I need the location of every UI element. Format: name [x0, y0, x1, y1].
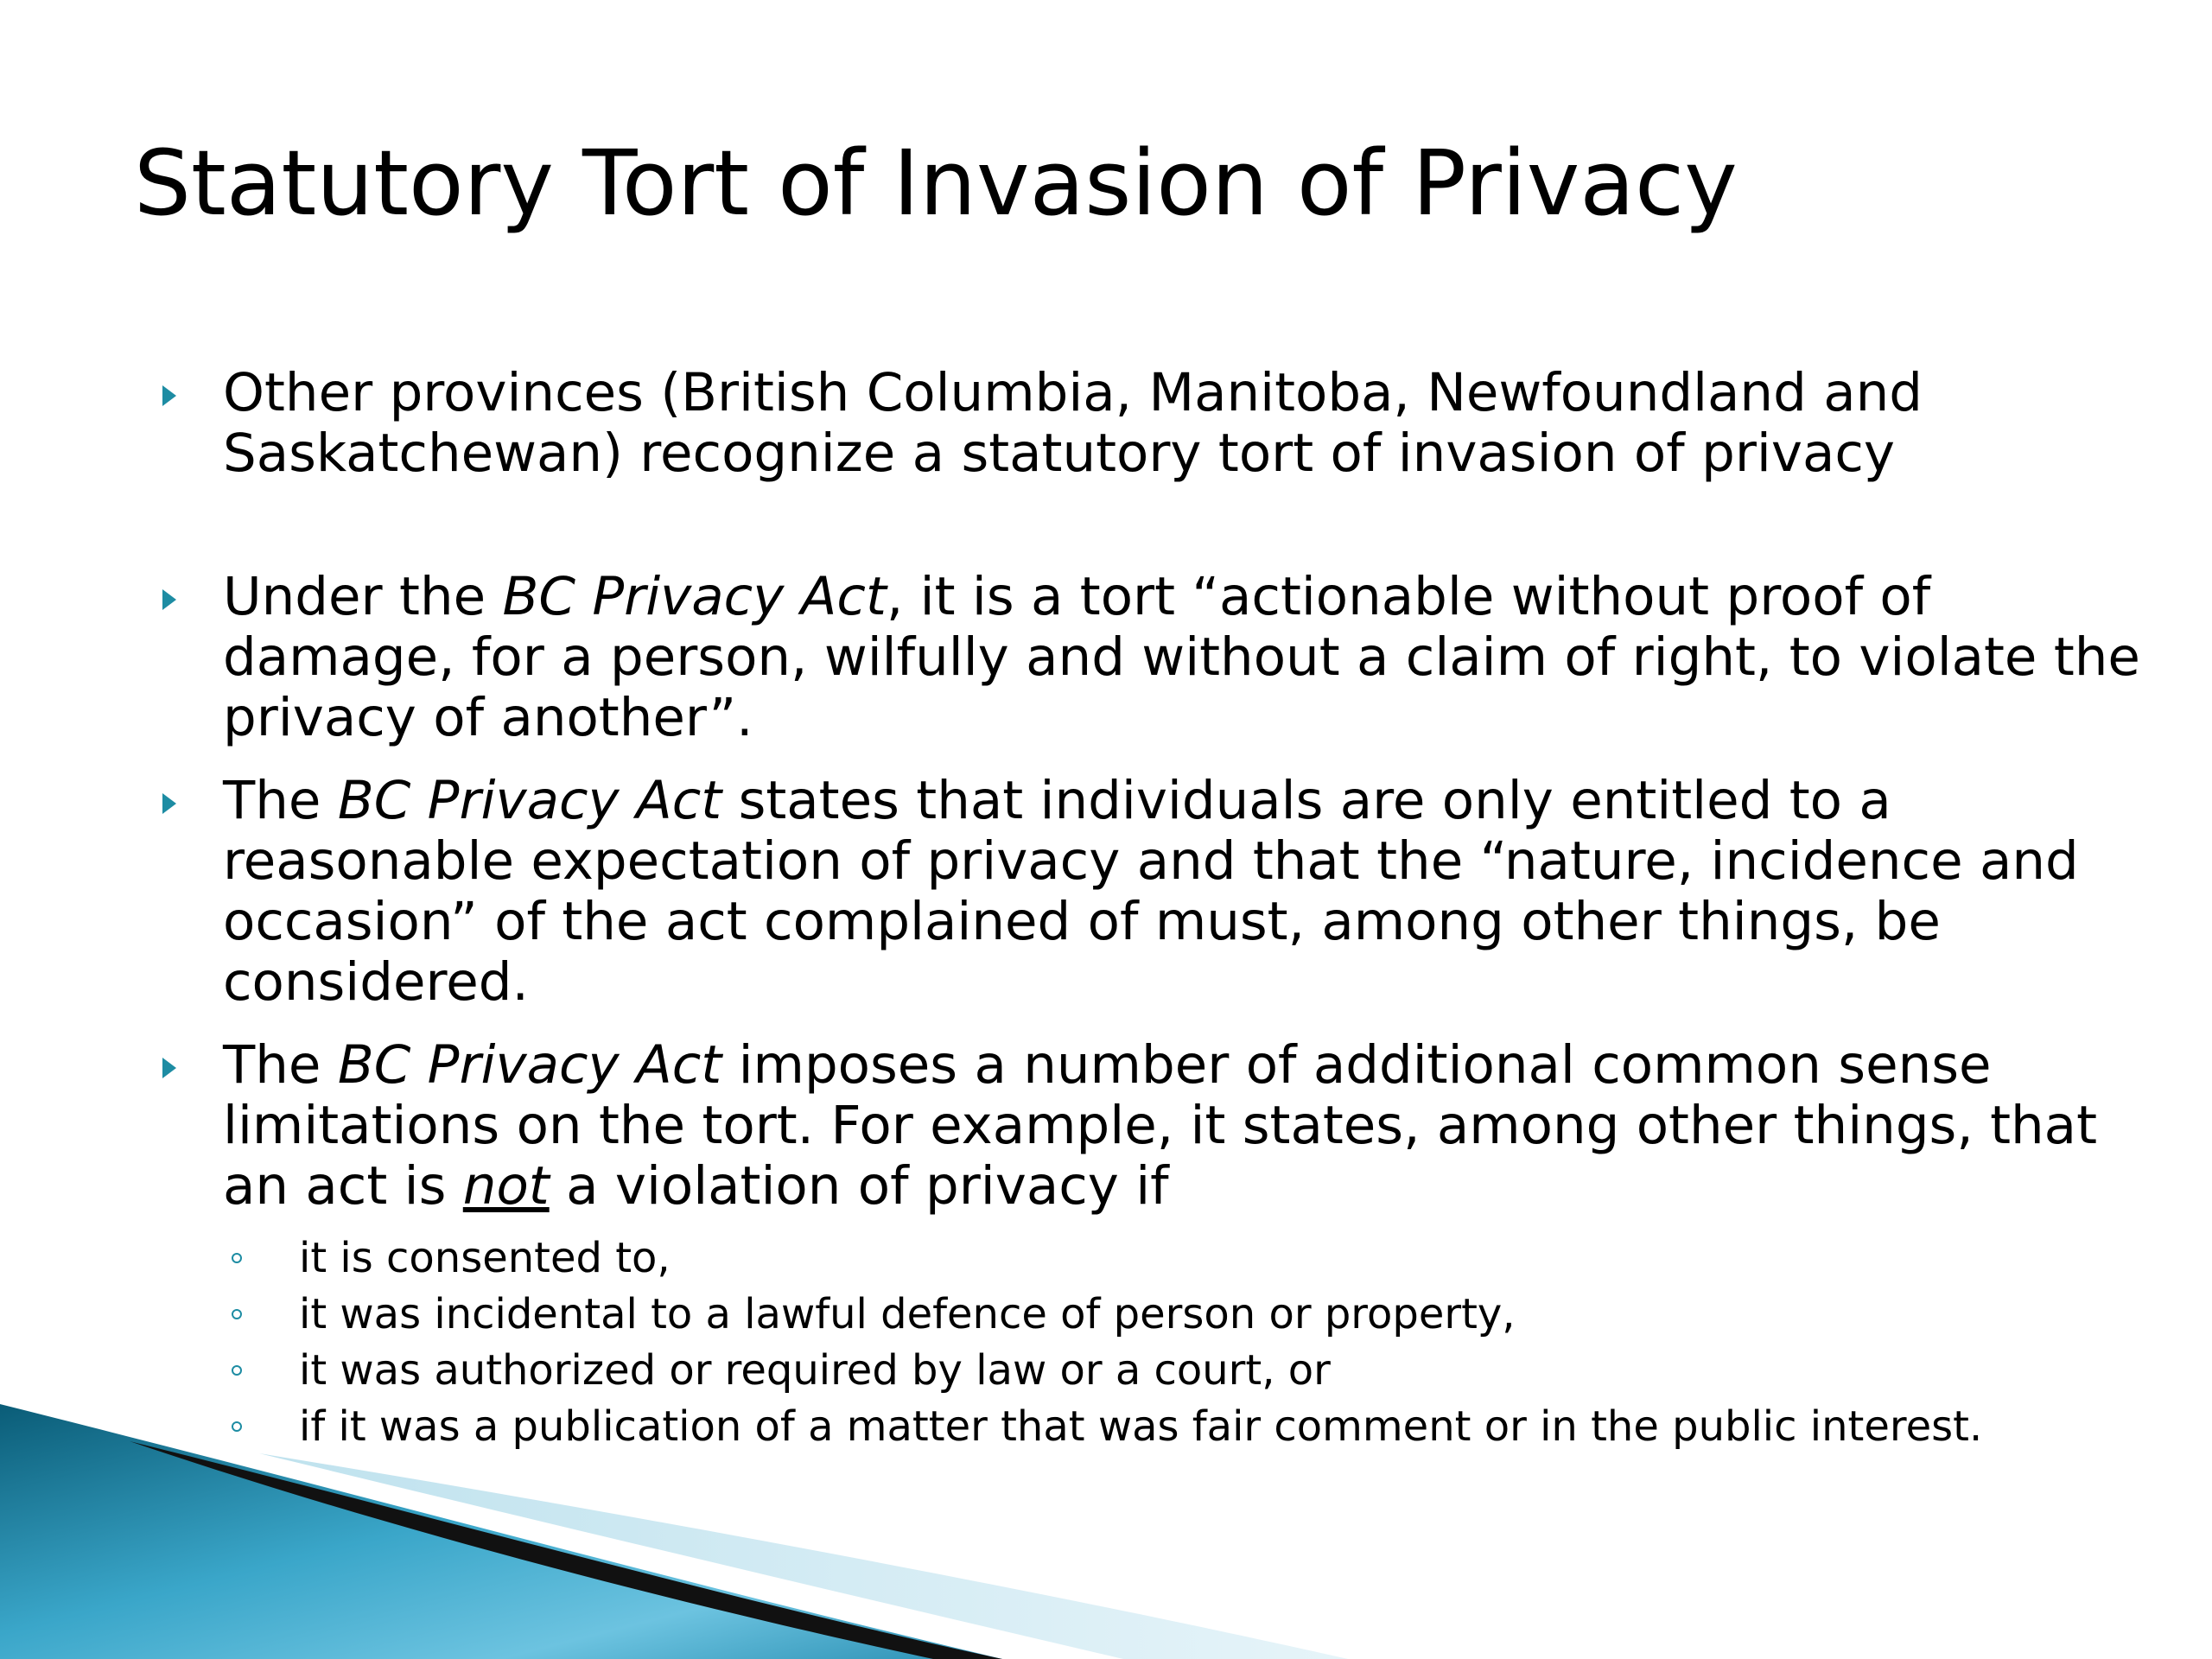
sub-bullet-circle-icon	[232, 1365, 242, 1376]
sub-bullet-text: it was authorized or required by law or a court, or	[299, 1346, 1331, 1395]
sub-bullet-circle-icon	[232, 1309, 242, 1319]
bullet-text: Other provinces (British Columbia, Manitoba, Newfoundland and Saskatchewan) recognize a statutory tort of invasion of privacy	[223, 362, 1923, 484]
bullet-arrow-icon	[162, 1058, 176, 1078]
sub-bullet-item	[0, 1230, 2212, 1287]
sub-bullet-circle-icon	[232, 1421, 242, 1432]
sub-bullet-text: if it was a publication of a matter that was fair comment or in the public interest.	[299, 1402, 1983, 1451]
bullet-item	[0, 363, 2212, 484]
act-name-italic: BC Privacy Act	[337, 770, 722, 831]
slide-title: Statutory Tort of Invasion of Privacy	[134, 130, 1738, 236]
bullet-arrow-icon	[162, 793, 176, 814]
act-name-italic: BC Privacy Act	[502, 566, 887, 627]
sub-bullet-item	[0, 1343, 2212, 1399]
bullet-item	[0, 567, 2212, 748]
emphasis-not: not	[462, 1155, 550, 1217]
bullet-list	[0, 363, 2212, 1455]
act-name-italic: BC Privacy Act	[337, 1034, 722, 1096]
bullet-text-post: , it is a tort “actionable without proof of damage, for a person, wilfully and without a claim of right, to violate the privacy of another”.	[223, 566, 2140, 748]
bullet-text-pre: The	[223, 1034, 338, 1096]
bullet-text-pre: Under the	[223, 566, 503, 627]
bullet-item	[0, 771, 2212, 1013]
sub-bullet-item	[0, 1287, 2212, 1343]
bullet-text-mid: imposes a number of additional common sense limitations on the tort. For example, it states, among other things, that an act is	[223, 1034, 2097, 1217]
bullet-arrow-icon	[162, 385, 176, 406]
sub-bullet-list	[0, 1230, 2212, 1455]
bullet-text-pre: The	[223, 770, 338, 831]
bullet-text-post: states that individuals are only entitled to a reasonable expectation of privacy and that the “nature, incidence and occasion” of the act complained of must, among other things, be considered.	[223, 770, 2079, 1013]
bullet-arrow-icon	[162, 589, 176, 610]
sub-bullet-text: it was incidental to a lawful defence of person or property,	[299, 1290, 1516, 1338]
bullet-item	[0, 1035, 2212, 1217]
sub-bullet-item	[0, 1399, 2212, 1455]
sub-bullet-circle-icon	[232, 1253, 242, 1263]
bullet-text-post: a violation of privacy if	[549, 1155, 1169, 1217]
sub-bullet-text: it is consented to,	[299, 1234, 671, 1282]
